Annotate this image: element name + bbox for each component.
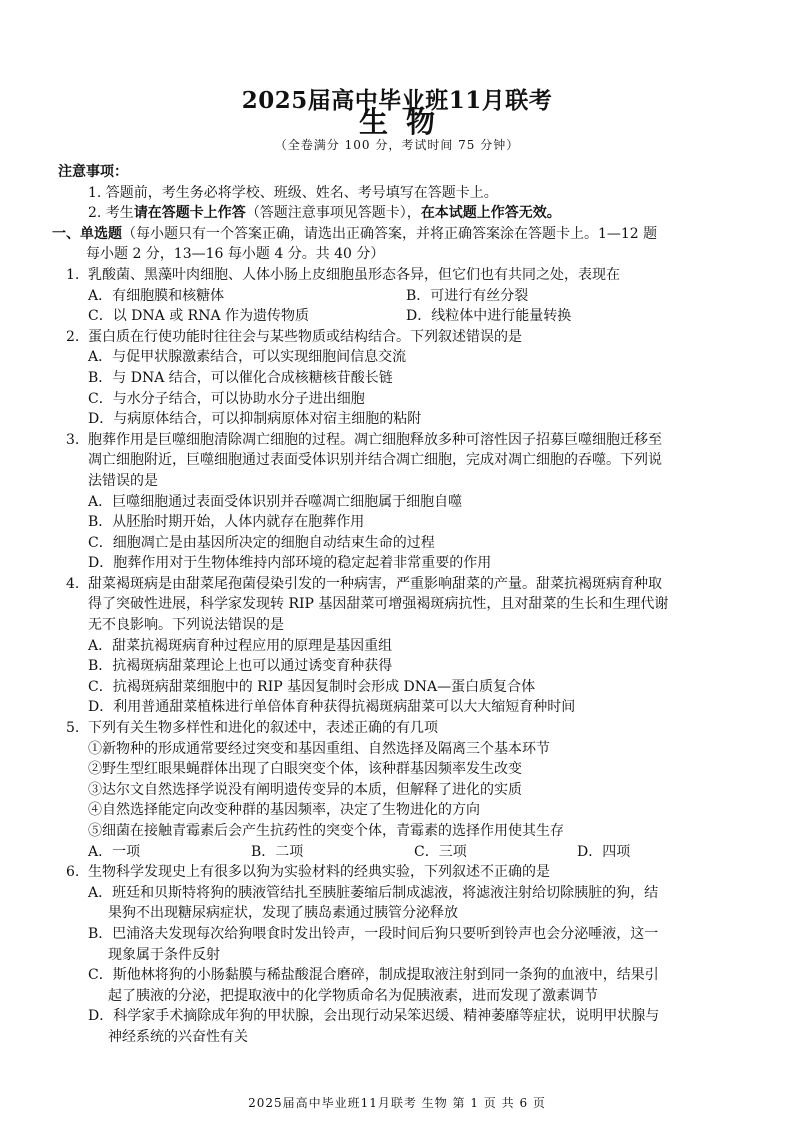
question-6-stem: 生物科学发现史上有很多以狗为实验材料的经典实验，下列叙述不正确的是: [88, 864, 550, 881]
question-3-stem-1: 胞葬作用是巨噬细胞清除凋亡细胞的过程。凋亡细胞释放多种可溶性因子招募巨噬细胞迁移至: [88, 431, 662, 448]
exam-title: 2025届高中毕业班11月联考: [241, 87, 553, 114]
exam-body: [52, 162, 748, 1048]
question-4: [58, 574, 748, 595]
section-1-desc: （每小题只有一个答案正确，请选出正确答案，并将正确答案涂在答题卡上。1—12 题: [122, 225, 658, 242]
q6-option-d-cont: 神经系统的兴奋性有关: [108, 1028, 248, 1045]
question-3-stem-3: 法错误的是: [88, 472, 158, 489]
question-4-stem-3: 无不良影响。下列说法错误的是: [88, 617, 284, 634]
q5-option-c: C．三项: [414, 843, 467, 860]
question-5-number: 5.: [66, 720, 80, 737]
question-1-options-row-1: [58, 286, 748, 307]
q3-option-b: B．从胚胎时期开始，人体内就存在胞葬作用: [88, 514, 365, 531]
question-3-stem-2: 凋亡细胞附近，巨噬细胞通过表面受体识别并结合凋亡细胞，完成对凋亡细胞的吞噬。下列说: [88, 452, 662, 469]
exam-info: （全卷满分 100 分，考试时间 75 分钟）: [274, 138, 520, 152]
question-5-item-2: ②野生型红眼果蝇群体出现了白眼突变个体，该种群基因频率发生改变: [88, 761, 522, 778]
q1-option-c: C．以 DNA 或 RNA 作为遗传物质: [88, 308, 309, 325]
question-5-item-5: ⑤细菌在接触青霉素后会产生抗药性的突变个体，青霉素的选择作用使其生存: [88, 823, 564, 839]
question-5-stem: 下列有关生物多样性和进化的叙述中，表述正确的有几项: [88, 720, 438, 737]
q4-option-c: C．抗褐斑病甜菜细胞中的 RIP 基因复制时会形成 DNA—蛋白质复合体: [88, 678, 536, 695]
q6-option-d: D．科学家手术摘除成年狗的甲状腺，会出现行动呆笨迟缓、精神萎靡等症状，说明甲状腺与: [88, 1008, 660, 1025]
q6-option-c-cont: 起了胰液的分泌，把提取液中的化学物质命名为促胰液素，进而发现了激素调节: [108, 987, 598, 1004]
note-1: 1. 答题前，考生务必将学校、班级、姓名、考号填写在答题卡上。: [88, 184, 498, 201]
q1-option-a: A．有细胞膜和核糖体: [88, 287, 225, 304]
q2-option-b: B．与 DNA 结合，可以催化合成核糖核苷酸长链: [88, 369, 393, 386]
notes-heading: 注意事项：: [58, 164, 128, 180]
q2-option-c: C．与水分子结合，可以协助水分子进出细胞: [88, 390, 365, 407]
q2-option-a: A．与促甲状腺激素结合，可以实现细胞间信息交流: [88, 349, 407, 366]
page-footer: 2025届高中毕业班11月联考 生物 第 1 页 共 6 页: [248, 1096, 546, 1110]
question-4-stem-1: 甜菜褐斑病是由甜菜尾孢菌侵染引发的一种病害，严重影响甜菜的产量。甜菜抗褐斑病育种取: [88, 575, 662, 592]
q6-option-a-cont: 果狗不出现糖尿病症状，发现了胰岛素通过胰管分泌释放: [108, 905, 458, 922]
question-6: [58, 862, 748, 883]
question-5-item-4: ④自然选择能定向改变种群的基因频率，决定了生物进化的方向: [88, 802, 480, 819]
note-2: [58, 203, 748, 224]
q6-option-a: A．班廷和贝斯特将狗的胰液管结扎至胰脏萎缩后制成滤液，将滤液注射给切除胰脏的狗，结: [88, 884, 659, 901]
q3-option-a: A．巨噬细胞通过表面受体识别并吞噬凋亡细胞属于细胞自噬: [88, 493, 463, 510]
section-1-desc-cont: 每小题 2 分，13—16 每小题 4 分。共 40 分）: [86, 246, 385, 263]
question-2: [58, 327, 748, 348]
question-1-number: 1.: [66, 266, 80, 283]
q6-option-c: C．斯他林将狗的小肠黏膜与稀盐酸混合磨碎，制成提取液注射到同一条狗的血液中，结果引: [88, 967, 659, 984]
q3-option-c: C．细胞凋亡是由基因所决定的细胞自动结束生命的过程: [88, 534, 435, 551]
q4-option-d: D．利用普通甜菜植株进行单倍体育种获得抗褐斑病甜菜可以大大缩短育种时间: [88, 699, 576, 716]
question-3-number: 3.: [66, 431, 80, 448]
question-4-number: 4.: [66, 575, 80, 592]
note-2-part-a: 2. 考生: [88, 205, 134, 222]
subject-title: 生物: [358, 105, 453, 139]
question-1: [58, 265, 748, 286]
q4-option-a: A．甜菜抗褐斑病育种过程应用的原理是基因重组: [88, 637, 393, 654]
note-2-part-c: （答题注意事项见答题卡），: [245, 205, 421, 222]
note-2-part-b: 请在答题卡上作答: [133, 205, 246, 222]
question-4-stem-2: 得了突破性进展，科学家发现转 RIP 基因甜菜可增强褐斑病抗性，且对甜菜的生长和生理代谢: [88, 596, 669, 613]
question-2-stem: 蛋白质在行使功能时往往会与某些物质或结构结合。下列叙述错误的是: [88, 328, 522, 345]
question-5-item-1: ①新物种的形成通常要经过突变和基因重组、自然选择及隔离三个基本环节: [88, 740, 550, 757]
section-1-heading: [52, 224, 748, 245]
question-3: [58, 430, 748, 451]
q6-option-b-cont: 现象属于条件反射: [108, 946, 220, 963]
q1-option-b: B．可进行有丝分裂: [406, 287, 529, 304]
section-1-title: 一、单选题: [52, 225, 122, 242]
question-5: [58, 718, 748, 739]
question-6-number: 6.: [66, 864, 80, 881]
question-2-number: 2.: [66, 328, 80, 345]
question-1-stem: 乳酸菌、黑藻叶肉细胞、人体小肠上皮细胞虽形态各异，但它们也有共同之处，表现在: [88, 266, 620, 283]
q6-option-b: B．巴浦洛夫发现每次给狗喂食时发出铃声，一段时间后狗只要听到铃声也会分泌唾液，这一: [88, 925, 659, 942]
question-5-options: [58, 842, 748, 863]
q5-option-b: B．二项: [251, 843, 304, 860]
q5-option-d: D．四项: [577, 843, 631, 860]
q2-option-d: D．与病原体结合，可以抑制病原体对宿主细胞的粘附: [88, 411, 422, 428]
note-2-part-d: 在本试题上作答无效。: [420, 205, 561, 222]
question-1-options-row-2: [58, 306, 748, 327]
q4-option-b: B．抗褐斑病甜菜理论上也可以通过诱变育种获得: [88, 658, 393, 675]
q1-option-d: D．线粒体中进行能量转换: [406, 308, 572, 325]
q5-option-a: A．一项: [88, 843, 141, 860]
question-5-item-3: ③达尔文自然选择学说没有阐明遗传变异的本质，但解释了进化的实质: [88, 781, 522, 798]
q3-option-d: D．胞葬作用对于生物体维持内部环境的稳定起着非常重要的作用: [88, 555, 492, 572]
